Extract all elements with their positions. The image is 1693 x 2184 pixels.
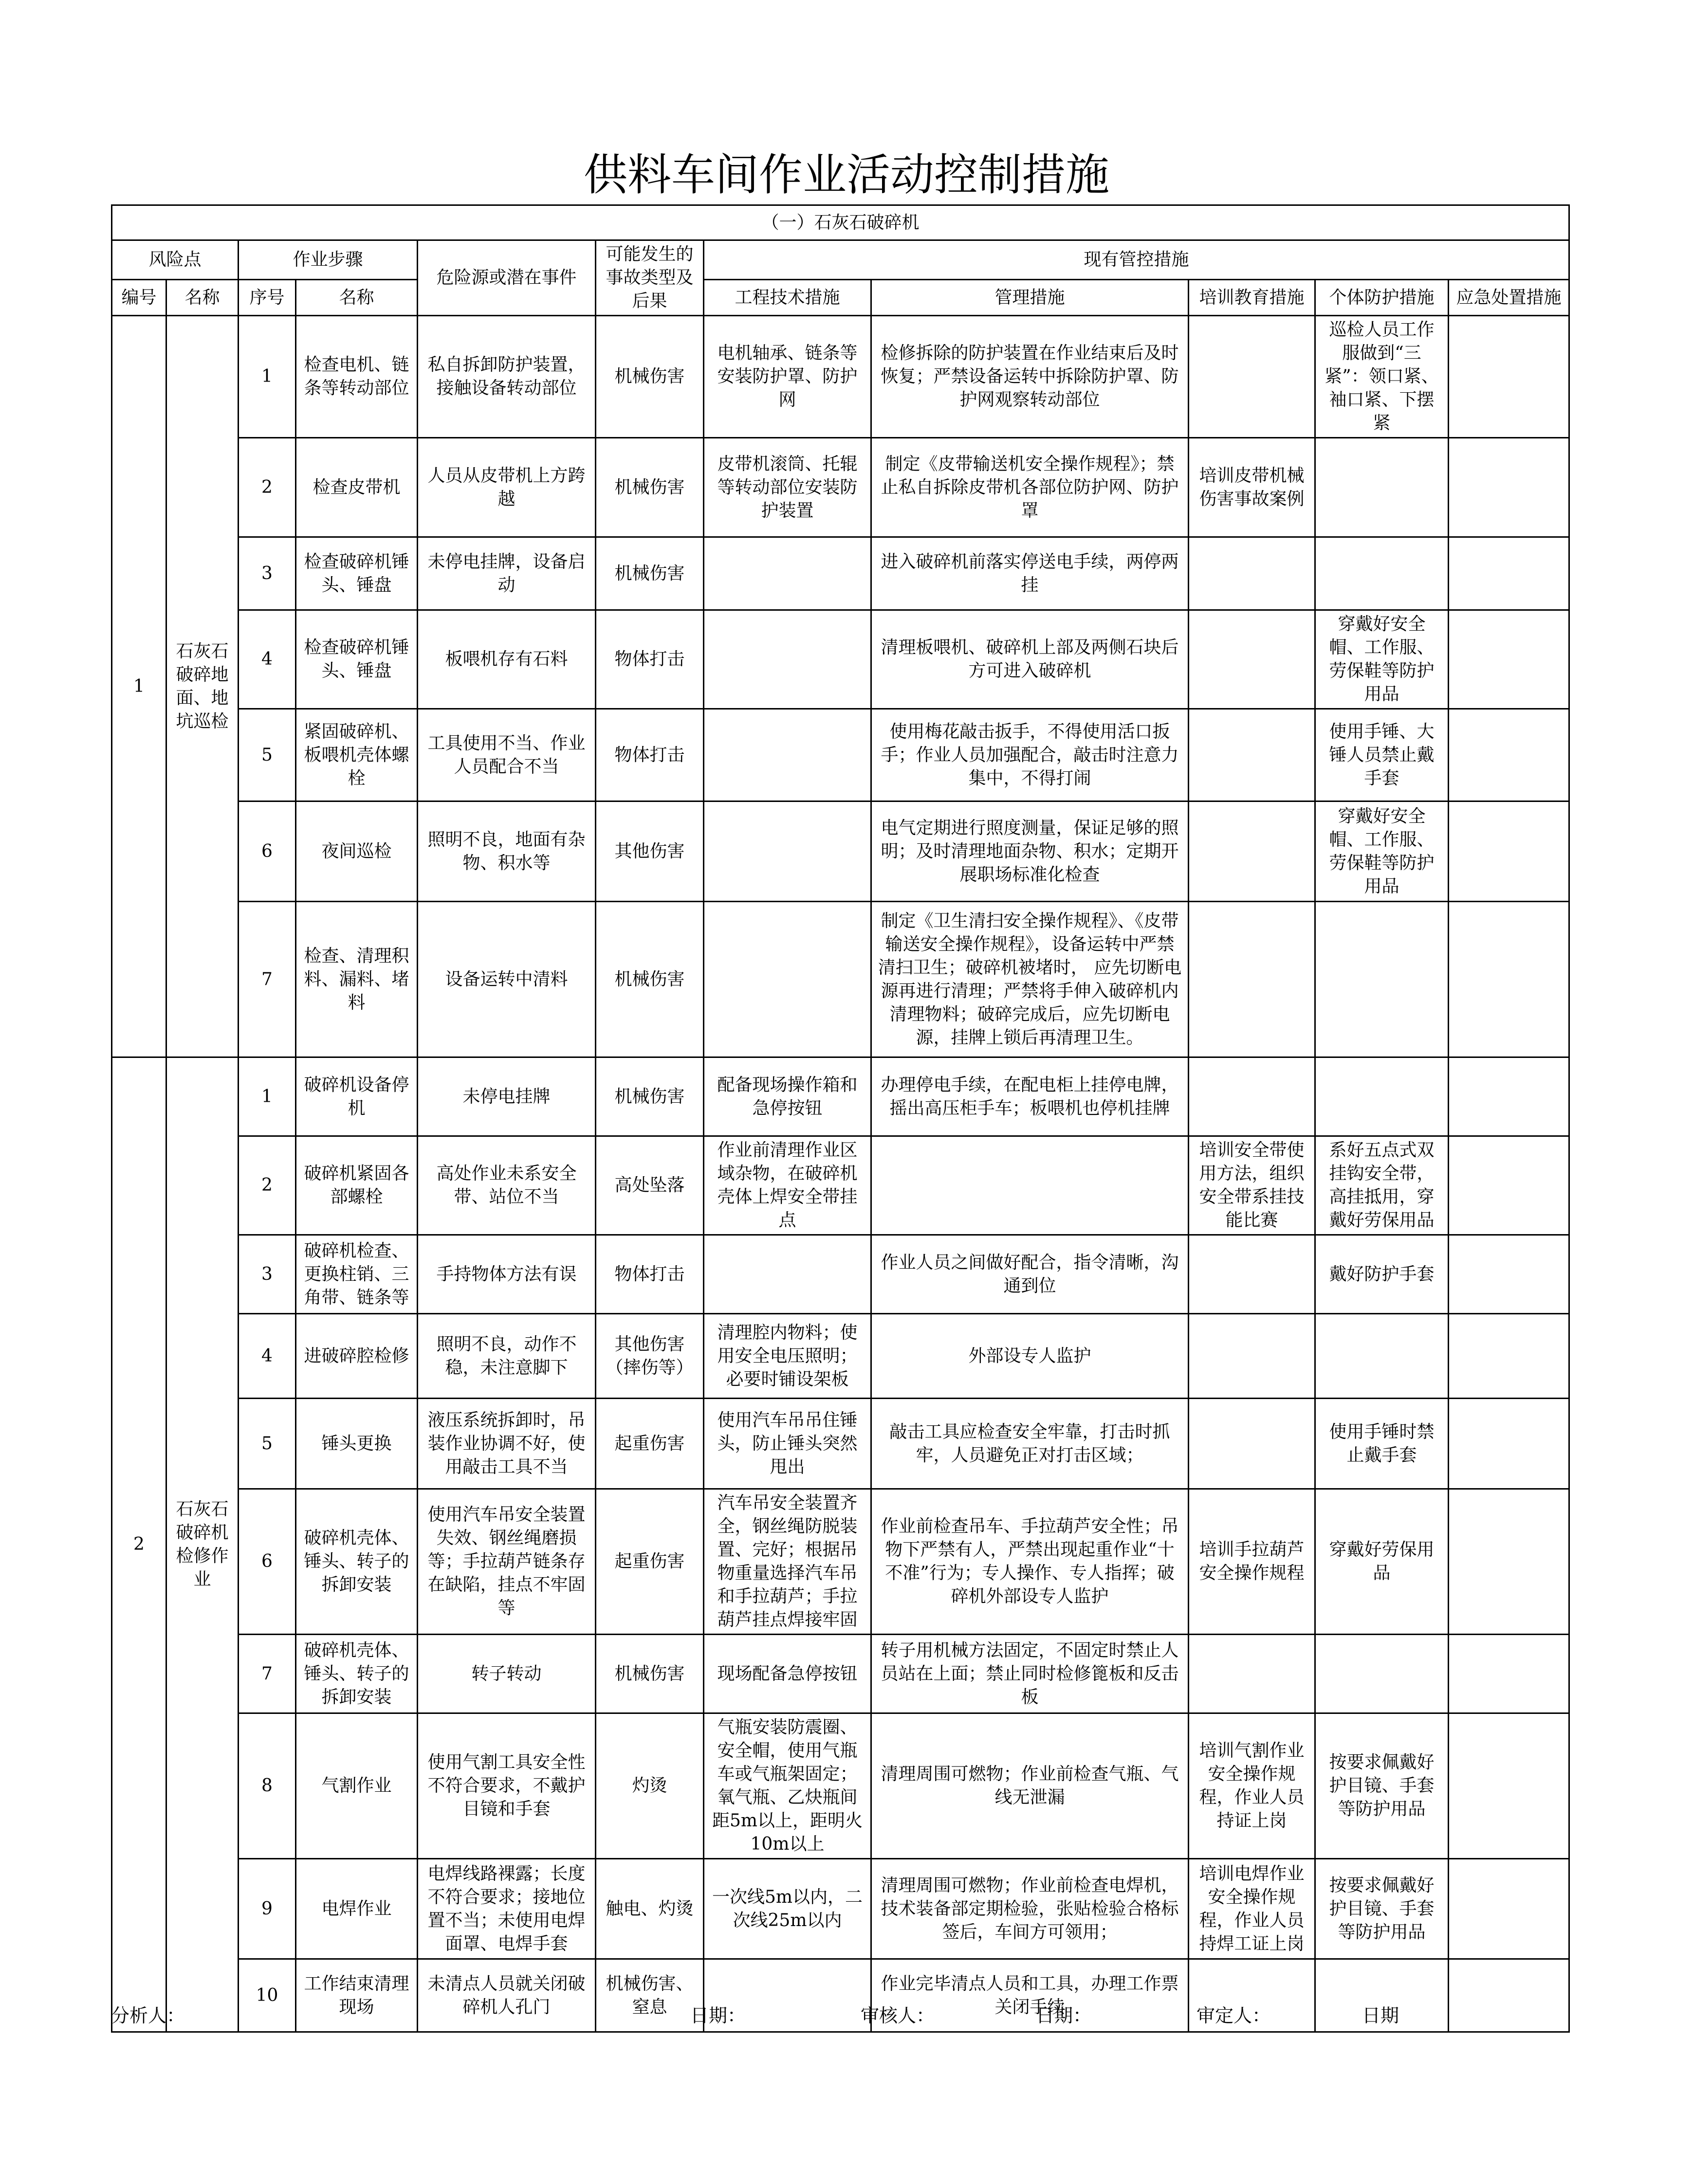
row-accident: 起重伤害	[596, 1489, 704, 1635]
row-management: 办理停电手续，在配电柜上挂停电牌，摇出高压柜手车；板喂机也停机挂牌	[871, 1057, 1189, 1136]
row-ppe	[1315, 1057, 1449, 1136]
risk-point-code: 2	[112, 1057, 166, 2032]
row-seq: 5	[239, 709, 296, 801]
table-row	[112, 1859, 1569, 1959]
table-row	[112, 1489, 1569, 1635]
table-row	[112, 537, 1569, 610]
row-training	[1189, 316, 1315, 438]
row-step: 检查破碎机锤头、锤盘	[296, 610, 418, 709]
header-step-name: 名称	[296, 280, 418, 316]
table-row	[112, 610, 1569, 709]
row-management: 清理周围可燃物；作业前检查气瓶、气线无泄漏	[871, 1713, 1189, 1859]
row-training	[1189, 537, 1315, 610]
row-hazard: 未停电挂牌	[418, 1057, 596, 1136]
row-accident: 机械伤害	[596, 537, 704, 610]
header-training: 培训教育措施	[1189, 280, 1315, 316]
row-accident: 机械伤害	[596, 1635, 704, 1713]
row-hazard: 照明不良，动作不稳，未注意脚下	[418, 1314, 596, 1399]
row-hazard: 未停电挂牌，设备启动	[418, 537, 596, 610]
row-hazard: 电焊线路裸露；长度不符合要求；接地位置不当；未使用电焊面罩、电焊手套	[418, 1859, 596, 1959]
row-step: 破碎机检查、更换柱销、三角带、链条等	[296, 1235, 418, 1314]
table-row	[112, 902, 1569, 1057]
row-management: 制定《卫生清扫安全操作规程》、《皮带输送安全操作规程》，设备运转中严禁清扫卫生；破碎机被堵时， 应先切断电源再进行清理；严禁将手伸入破碎机内清理物料；破碎完成后，应先切断电源，挂牌上锁后再清理卫生。	[871, 902, 1189, 1057]
row-emergency	[1449, 1136, 1569, 1235]
header-name: 名称	[166, 280, 239, 316]
row-management: 制定《皮带输送机安全操作规程》；禁止私自拆除皮带机各部位防护网、防护罩	[871, 438, 1189, 537]
row-accident: 物体打击	[596, 709, 704, 801]
row-emergency	[1449, 1057, 1569, 1136]
row-seq: 3	[239, 1235, 296, 1314]
row-engineering: 现场配备急停按钮	[704, 1635, 871, 1713]
row-seq: 8	[239, 1713, 296, 1859]
row-training	[1189, 1635, 1315, 1713]
row-step: 检查皮带机	[296, 438, 418, 537]
row-engineering	[704, 709, 871, 801]
risk-point-name: 石灰石破碎机检修作业	[166, 1057, 239, 2032]
row-hazard: 板喂机存有石料	[418, 610, 596, 709]
row-management: 作业前检查吊车、手拉葫芦安全性；吊物下严禁有人，严禁出现起重作业“十不准”行为；专人操作、专人指挥；破碎机外部设专人监护	[871, 1489, 1189, 1635]
row-step: 检查破碎机锤头、锤盘	[296, 537, 418, 610]
row-accident: 其他伤害	[596, 801, 704, 902]
header-emergency: 应急处置措施	[1449, 280, 1569, 316]
row-accident: 物体打击	[596, 1235, 704, 1314]
row-emergency	[1449, 1713, 1569, 1859]
row-management: 外部设专人监护	[871, 1314, 1189, 1399]
header-risk-point: 风险点	[112, 240, 239, 280]
row-accident: 其他伤害（摔伤等）	[596, 1314, 704, 1399]
control-measures-table	[111, 204, 1570, 2033]
header-ppe: 个体防护措施	[1315, 280, 1449, 316]
header-hazard: 危险源或潜在事件	[418, 240, 596, 316]
row-emergency	[1449, 1489, 1569, 1635]
row-management: 使用梅花敲击扳手，不得使用活口扳手；作业人员加强配合，敲击时注意力集中，不得打闹	[871, 709, 1189, 801]
row-ppe: 穿戴好安全帽、工作服、劳保鞋等防护用品	[1315, 801, 1449, 902]
signature-footer	[111, 2001, 1568, 2030]
row-engineering: 汽车吊安全装置齐全，钢丝绳防脱装置、完好；根据吊物重量选择汽车吊和手拉葫芦；手拉葫芦挂点焊接牢固	[704, 1489, 871, 1635]
row-accident: 高处坠落	[596, 1136, 704, 1235]
row-management: 转子用机械方法固定，不固定时禁止人员站在上面；禁止同时检修篦板和反击板	[871, 1635, 1189, 1713]
row-emergency	[1449, 1859, 1569, 1959]
row-seq: 2	[239, 1136, 296, 1235]
header-seq: 序号	[239, 280, 296, 316]
header-code: 编号	[112, 280, 166, 316]
row-engineering: 使用汽车吊吊住锤头，防止锤头突然甩出	[704, 1399, 871, 1489]
row-emergency	[1449, 1399, 1569, 1489]
row-ppe	[1315, 1314, 1449, 1399]
row-management: 进入破碎机前落实停送电手续，两停两挂	[871, 537, 1189, 610]
row-ppe: 按要求佩戴好护目镜、手套等防护用品	[1315, 1713, 1449, 1859]
row-emergency	[1449, 1314, 1569, 1399]
row-training	[1189, 1399, 1315, 1489]
row-emergency	[1449, 316, 1569, 438]
row-management: 作业完毕清点人员和工具，办理工作票关闭手续	[871, 1959, 1189, 2032]
row-emergency	[1449, 438, 1569, 537]
row-training	[1189, 1057, 1315, 1136]
row-accident: 机械伤害	[596, 438, 704, 537]
row-step: 锤头更换	[296, 1399, 418, 1489]
row-hazard: 手持物体方法有误	[418, 1235, 596, 1314]
row-accident: 触电、灼烫	[596, 1859, 704, 1959]
row-hazard: 未清点人员就关闭破碎机人孔门	[418, 1959, 596, 2032]
row-ppe: 穿戴好劳保用品	[1315, 1489, 1449, 1635]
row-seq: 7	[239, 1635, 296, 1713]
row-seq: 4	[239, 610, 296, 709]
row-engineering	[704, 902, 871, 1057]
row-step: 气割作业	[296, 1713, 418, 1859]
header-engineering: 工程技术措施	[704, 280, 871, 316]
row-hazard: 使用汽车吊安全装置失效、钢丝绳磨损等；手拉葫芦链条存在缺陷，挂点不牢固等	[418, 1489, 596, 1635]
row-emergency	[1449, 1635, 1569, 1713]
section-title: （一）石灰石破碎机	[112, 205, 1569, 240]
row-management: 敲击工具应检查安全牢靠，打击时抓牢，人员避免正对打击区域；	[871, 1399, 1189, 1489]
row-engineering: 电机轴承、链条等安装防护罩、防护网	[704, 316, 871, 438]
row-step: 破碎机设备停机	[296, 1057, 418, 1136]
row-training	[1189, 1314, 1315, 1399]
table-row	[112, 1235, 1569, 1314]
table-row	[112, 1314, 1569, 1399]
row-accident: 机械伤害	[596, 316, 704, 438]
row-training	[1189, 801, 1315, 902]
footer-date-1: 日期：	[690, 2005, 746, 2026]
page-title: 供料车间作业活动控制措施	[584, 149, 1109, 200]
row-seq: 7	[239, 902, 296, 1057]
table-row	[112, 316, 1569, 438]
row-step: 夜间巡检	[296, 801, 418, 902]
row-seq: 1	[239, 316, 296, 438]
table-row	[112, 1057, 1569, 1136]
row-ppe: 巡检人员工作服做到“三紧”：领口紧、袖口紧、下摆紧	[1315, 316, 1449, 438]
risk-point-code: 1	[112, 316, 166, 1057]
row-engineering	[704, 610, 871, 709]
table-row	[112, 1713, 1569, 1859]
row-training: 培训气割作业安全操作规程，作业人员持证上岗	[1189, 1713, 1315, 1859]
row-ppe: 按要求佩戴好护目镜、手套等防护用品	[1315, 1859, 1449, 1959]
row-step: 破碎机壳体、锤头、转子的拆卸安装	[296, 1489, 418, 1635]
row-step: 电焊作业	[296, 1859, 418, 1959]
row-hazard: 高处作业未系安全带、站位不当	[418, 1136, 596, 1235]
row-ppe: 戴好防护手套	[1315, 1235, 1449, 1314]
row-seq: 3	[239, 537, 296, 610]
row-step: 破碎机紧固各部螺栓	[296, 1136, 418, 1235]
row-training: 培训手拉葫芦安全操作规程	[1189, 1489, 1315, 1635]
row-seq: 4	[239, 1314, 296, 1399]
row-hazard: 使用气割工具安全性不符合要求，不戴护目镜和手套	[418, 1713, 596, 1859]
row-step: 破碎机壳体、锤头、转子的拆卸安装	[296, 1635, 418, 1713]
row-engineering: 一次线5m以内，二次线25m以内	[704, 1859, 871, 1959]
row-step: 紧固破碎机、板喂机壳体螺栓	[296, 709, 418, 801]
row-accident: 机械伤害	[596, 902, 704, 1057]
row-training	[1189, 610, 1315, 709]
row-engineering: 清理腔内物料；使用安全电压照明；必要时铺设架板	[704, 1314, 871, 1399]
row-accident: 物体打击	[596, 610, 704, 709]
table-row	[112, 1635, 1569, 1713]
row-hazard: 私自拆卸防护装置，接触设备转动部位	[418, 316, 596, 438]
row-ppe: 系好五点式双挂钩安全带，高挂抵用，穿戴好劳保用品	[1315, 1136, 1449, 1235]
row-engineering	[704, 1235, 871, 1314]
row-management: 清理周围可燃物；作业前检查电焊机，技术装备部定期检验，张贴检验合格标签后，车间方可领用；	[871, 1859, 1189, 1959]
row-engineering	[704, 537, 871, 610]
row-engineering	[704, 801, 871, 902]
row-ppe	[1315, 1635, 1449, 1713]
row-engineering: 作业前清理作业区域杂物，在破碎机壳体上焊安全带挂点	[704, 1136, 871, 1235]
row-emergency	[1449, 610, 1569, 709]
table-row	[112, 1399, 1569, 1489]
header-step: 作业步骤	[239, 240, 418, 280]
row-engineering: 气瓶安装防震圈、安全帽，使用气瓶车或气瓶架固定；氧气瓶、乙炔瓶间距5m以上，距明火10m以上	[704, 1713, 871, 1859]
row-accident: 灼烫	[596, 1713, 704, 1859]
footer-approver: 审定人：	[1196, 2005, 1271, 2026]
row-training	[1189, 709, 1315, 801]
row-ppe	[1315, 438, 1449, 537]
row-management: 作业人员之间做好配合，指令清晰，沟通到位	[871, 1235, 1189, 1314]
header-accident: 可能发生的事故类型及后果	[596, 240, 704, 316]
row-seq: 2	[239, 438, 296, 537]
row-step: 检查、清理积料、漏料、堵料	[296, 902, 418, 1057]
row-ppe	[1315, 537, 1449, 610]
row-seq: 6	[239, 1489, 296, 1635]
risk-point-name: 石灰石破碎地面、地坑巡检	[166, 316, 239, 1057]
table-row	[112, 709, 1569, 801]
row-hazard: 照明不良，地面有杂物、积水等	[418, 801, 596, 902]
row-step: 进破碎腔检修	[296, 1314, 418, 1399]
row-seq: 9	[239, 1859, 296, 1959]
row-management: 检修拆除的防护装置在作业结束后及时恢复；严禁设备运转中拆除防护罩、防护网观察转动部位	[871, 316, 1189, 438]
footer-date-2: 日期：	[1036, 2005, 1092, 2026]
row-step: 检查电机、链条等转动部位	[296, 316, 418, 438]
row-step: 工作结束清理现场	[296, 1959, 418, 2032]
row-emergency	[1449, 902, 1569, 1057]
row-training	[1189, 1235, 1315, 1314]
row-hazard: 转子转动	[418, 1635, 596, 1713]
row-ppe: 穿戴好安全帽、工作服、劳保鞋等防护用品	[1315, 610, 1449, 709]
row-engineering: 皮带机滚筒、托辊等转动部位安装防护装置	[704, 438, 871, 537]
row-accident: 机械伤害	[596, 1057, 704, 1136]
table-row	[112, 801, 1569, 902]
row-training: 培训电焊作业安全操作规程，作业人员持焊工证上岗	[1189, 1859, 1315, 1959]
row-ppe: 使用手锤时禁止戴手套	[1315, 1399, 1449, 1489]
row-seq: 6	[239, 801, 296, 902]
row-emergency	[1449, 1235, 1569, 1314]
header-management: 管理措施	[871, 280, 1189, 316]
row-seq: 10	[239, 1959, 296, 2032]
row-hazard: 液压系统拆卸时，吊装作业协调不好，使用敲击工具不当	[418, 1399, 596, 1489]
row-ppe: 使用手锤、大锤人员禁止戴手套	[1315, 709, 1449, 801]
row-management: 清理板喂机、破碎机上部及两侧石块后方可进入破碎机	[871, 610, 1189, 709]
footer-reviewer: 审核人：	[861, 2005, 935, 2026]
footer-date-3: 日期	[1362, 2005, 1399, 2026]
footer-analyst: 分析人：	[111, 2005, 185, 2026]
table-row	[112, 438, 1569, 537]
header-controls: 现有管控措施	[704, 240, 1569, 280]
row-seq: 5	[239, 1399, 296, 1489]
row-engineering: 配备现场操作箱和急停按钮	[704, 1057, 871, 1136]
row-emergency	[1449, 709, 1569, 801]
row-management: 电气定期进行照度测量，保证足够的照明；及时清理地面杂物、积水；定期开展职场标准化检查	[871, 801, 1189, 902]
row-hazard: 工具使用不当、作业人员配合不当	[418, 709, 596, 801]
row-ppe	[1315, 902, 1449, 1057]
row-accident: 机械伤害、窒息	[596, 1959, 704, 2032]
row-training: 培训皮带机械伤害事故案例	[1189, 438, 1315, 537]
row-training: 培训安全带使用方法，组织安全带系挂技能比赛	[1189, 1136, 1315, 1235]
row-management	[871, 1136, 1189, 1235]
row-training	[1189, 902, 1315, 1057]
row-hazard: 人员从皮带机上方跨越	[418, 438, 596, 537]
row-hazard: 设备运转中清料	[418, 902, 596, 1057]
table-row	[112, 1136, 1569, 1235]
row-seq: 1	[239, 1057, 296, 1136]
row-emergency	[1449, 537, 1569, 610]
row-emergency	[1449, 801, 1569, 902]
row-accident: 起重伤害	[596, 1399, 704, 1489]
